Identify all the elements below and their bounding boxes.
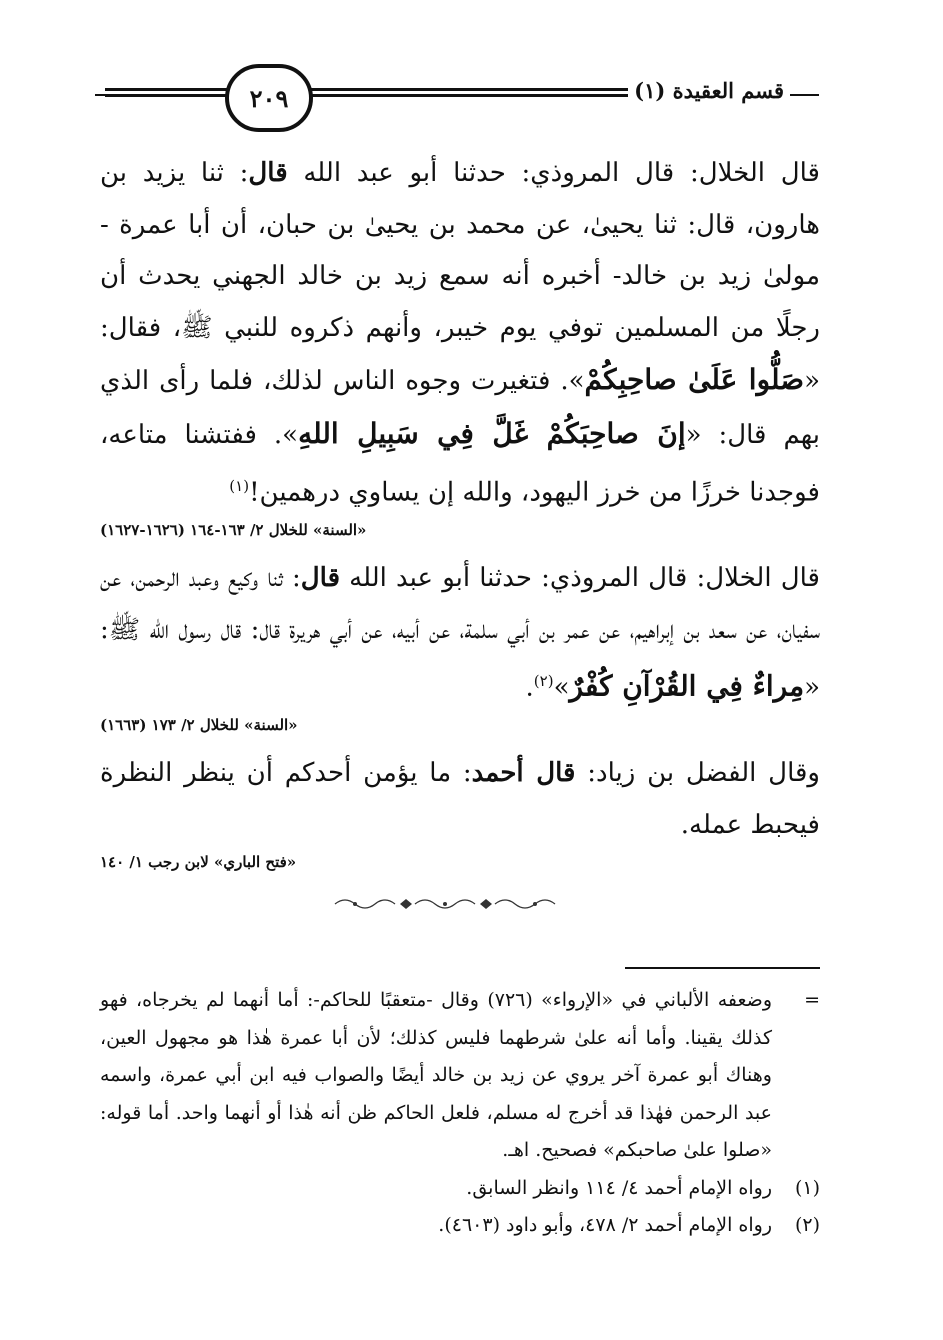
source-citation: «فتح الباري» لابن رجب ١/ ١٤٠ <box>100 853 297 872</box>
entry-bold: قال أحمد <box>471 758 576 789</box>
entry-text: : ثنا وكيع وعبد الرحمن، عن سفيان، عن سعد بن إبراهيم، عن عمر بن أبي سلمة، عن أبيه، عن أبي هريرة قال: قال رسول الله ﷺ: « <box>100 563 820 703</box>
hadith-text: مِراءٌ فِي القُرْآنِ كُفْرٌ <box>569 669 805 703</box>
footnote-mark: (١) <box>794 1176 820 1199</box>
ornament-divider <box>330 893 560 915</box>
footnote-continued <box>100 982 820 1170</box>
page-number: ٢٠٩ <box>249 83 289 113</box>
footnote-mark: = <box>804 989 820 1011</box>
entry-bold: قال <box>300 563 341 594</box>
entry-text: قال الخلال: قال المروذي: حدثنا أبو عبد الله <box>340 563 820 594</box>
header-rule-left-end <box>95 94 105 96</box>
footnote-ref: (٢) <box>533 672 554 691</box>
entry-text: . <box>525 672 534 703</box>
footnote-ref: (١) <box>229 477 250 495</box>
entry-text: ». فتغيرت وجوه الناس لذلك، فلما رأى الذي بهم قال: « <box>100 366 820 450</box>
main-text <box>100 148 820 885</box>
entry-text: : ما يؤمن أحدكم أن ينظر النظرة فيحبط عمله. <box>100 758 820 840</box>
entry-text: » <box>553 672 570 703</box>
header-rule-right-end <box>785 94 819 96</box>
section-title: قسم العقيدة (١) <box>628 78 790 103</box>
footnote-separator <box>625 967 820 969</box>
entry-paragraph-2 <box>100 553 820 714</box>
page-header <box>95 60 825 138</box>
entry-paragraph-1 <box>100 148 820 519</box>
entry-text: وقال الفضل بن زياد: <box>575 758 820 789</box>
footnote-mark: (٢) <box>794 1214 820 1236</box>
entry-text: قال الخلال: قال المروذي: حدثنا أبو عبد الله <box>287 158 820 188</box>
footnote-1 <box>100 1170 820 1208</box>
footnotes <box>100 982 820 1245</box>
page-number-badge <box>225 64 313 132</box>
hadith-text: إنَ صاحِبَكُمْ غَلَّ فِي سَبِيلِ اللهِ <box>298 416 686 450</box>
entry-text: : ثنا يزيد بن هارون، قال: ثنا يحيىٰ، عن محمد بن يحيىٰ بن حبان، أن أبا عمرة - مولىٰ زيد بن خالد- أخبره أنه سمع زيد بن خالد الجهني يحدث أن رجلًا من المسلمين توفي يوم خيبر، وأنهم ذكروه للنبي ﷺ، فقال: « <box>100 158 820 396</box>
footnote-2 <box>100 1207 820 1245</box>
footnote-text: وضعفه الألباني في «الإرواء» (٧٢٦) وقال -متعقبًا للحاكم-: أما أنهما لم يخرجاه، فهو كذلك يقينا. وأما أنه علىٰ شرطهما فليس كذلك؛ لأن أبا عمرة هٰذا هو مجهول العين، وهناك أبو عمرة آخر يروي عن زيد بن خالد أيضًا والصواب فيه ابن أبي عمرة، واسمه عبد الرحمن فهٰذا قد أخرج له مسلم، فلعل الحاكم ظن أنه هٰذا أو أنهما واحد. أما قوله: «صلوا علىٰ صاحبكم» فصحيح. اهـ. <box>100 989 772 1161</box>
entry-text: ». ففتشنا متاعه، فوجدنا خرزًا من خرز اليهود، والله إن يساوي درهمين! <box>100 419 820 508</box>
source-citation: «السنة» للخلال ٢/ ١٦٣-١٦٤ (١٦٢٦-١٦٢٧) <box>100 521 367 540</box>
source-citation: «السنة» للخلال ٢/ ١٧٣ (١٦٦٣) <box>100 716 298 735</box>
header-rule-left <box>105 88 230 91</box>
footnote-text: رواه الإمام أحمد ٢/ ٤٧٨، وأبو داود (٤٦٠٣). <box>438 1214 772 1236</box>
footnote-text: رواه الإمام أحمد ٤/ ١١٤ وانظر السابق. <box>466 1176 772 1199</box>
entry-bold: قال <box>248 158 288 188</box>
hadith-text: صَلُّوا عَلَىٰ صاحِبِكُمْ <box>584 363 805 396</box>
entry-paragraph-3 <box>100 748 820 851</box>
